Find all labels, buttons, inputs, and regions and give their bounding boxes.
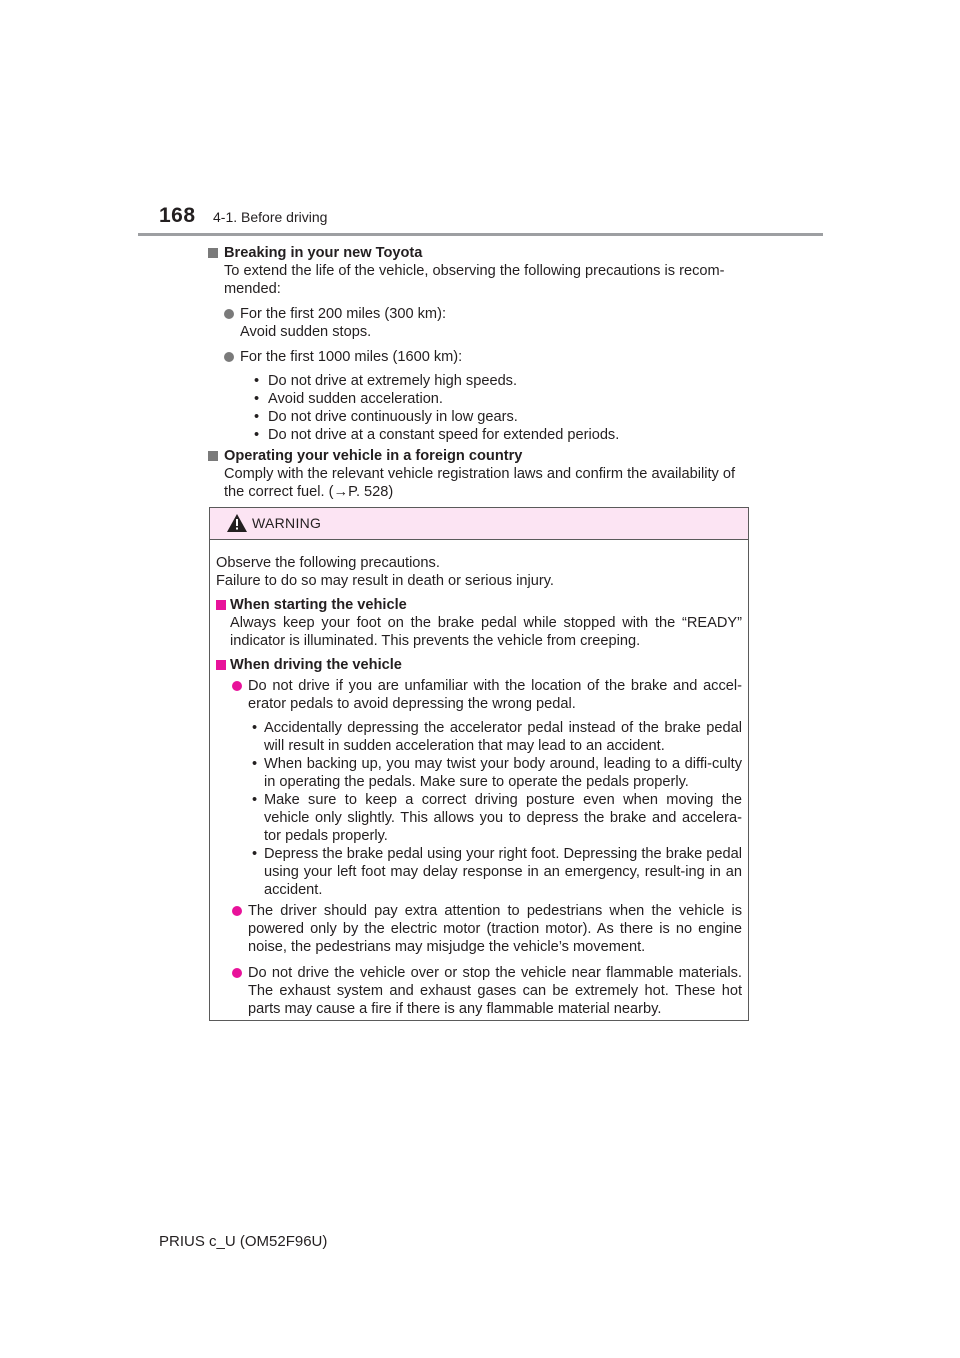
round-bullet-icon — [232, 968, 242, 978]
list-item: • Do not drive at extremely high speeds. — [254, 372, 748, 390]
round-bullet-icon — [232, 681, 242, 691]
round-bullet-icon — [232, 906, 242, 916]
list-item: • Depress the brake pedal using your right foot. Depressing the brake pedal using your left foot may delay response in an emergency, result-ing in an accident. — [252, 845, 742, 899]
driving-item — [216, 964, 742, 1018]
list-item: • Do not drive at a constant speed for extended periods. — [254, 426, 748, 444]
warning-header — [210, 508, 748, 540]
breaking-in-heading — [208, 244, 748, 262]
item-title: For the first 1000 miles (1600 km): — [240, 349, 463, 365]
warning-intro-line-2: Failure to do so may result in death or serious injury. — [216, 573, 554, 589]
header-divider — [138, 233, 823, 236]
warning-box — [209, 507, 749, 1021]
item-title: For the first 200 miles (300 km): — [240, 306, 446, 322]
starting-vehicle-heading — [216, 596, 742, 614]
list-item: • Make sure to keep a correct driving posture even when moving the vehicle only slightly. This allows you to depress the brake and accelera-tor pedals properly. — [252, 791, 742, 845]
driving-item-text: Do not drive if you are unfamiliar with the location of the brake and accel-erator pedals to avoid depressing the wrong pedal. — [248, 678, 742, 712]
driving-item — [216, 902, 742, 956]
warning-triangle-icon — [227, 514, 247, 532]
driving-bullets — [216, 719, 742, 899]
breaking-in-heading-text: Breaking in your new Toyota — [224, 245, 423, 261]
foreign-country-heading-text: Operating your vehicle in a foreign country — [224, 448, 523, 464]
starting-vehicle-heading-text: When starting the vehicle — [230, 597, 407, 613]
driving-vehicle-heading-text: When driving the vehicle — [230, 657, 402, 673]
driving-item-text: Do not drive the vehicle over or stop the vehicle near flammable materials. The exhaust system and exhaust gases can be extremely hot. These hot parts may cause a fire if there is any flammable material nearby. — [248, 965, 742, 1017]
square-bullet-icon — [208, 248, 218, 258]
driving-item — [216, 677, 742, 713]
driving-item-text: The driver should pay extra attention to pedestrians when the vehicle is powered only by the electric motor (traction motor). As there is no engine noise, the pedestrians may misjudge the vehicle’s movement. — [248, 903, 742, 955]
list-item: • Accidentally depressing the accelerator pedal instead of the brake pedal will result in sudden acceleration that may lead to an accident. — [252, 719, 742, 755]
breaking-in-item-1000 — [208, 348, 748, 366]
page-number: 168 — [159, 204, 196, 227]
footer-model: PRIUS c_U (OM52F96U) — [159, 1233, 328, 1250]
driving-vehicle-heading — [216, 656, 742, 674]
main-content — [208, 244, 748, 501]
square-bullet-icon — [208, 451, 218, 461]
square-bullet-icon — [216, 600, 226, 610]
warning-title: WARNING — [252, 515, 322, 531]
breaking-in-intro: To extend the life of the vehicle, observing the following precautions is recom-mended: — [224, 263, 725, 297]
starting-vehicle-text: Always keep your foot on the brake pedal while stopped with the “READY” indicator is illuminated. This prevents the vehicle from creeping. — [230, 615, 742, 649]
list-item: • When backing up, you may twist your body around, leading to a diffi-culty in operating the pedals. Make sure to operate the pedals properly. — [252, 755, 742, 791]
breaking-in-item-200 — [208, 305, 748, 341]
foreign-country-heading — [208, 447, 748, 465]
warning-body — [210, 540, 748, 1018]
list-item: • Do not drive continuously in low gears. — [254, 408, 748, 426]
breaking-in-bullets — [208, 372, 748, 444]
round-bullet-icon — [224, 309, 234, 319]
warning-intro-line-1: Observe the following precautions. — [216, 555, 440, 571]
section-title: 4-1. Before driving — [213, 209, 328, 225]
square-bullet-icon — [216, 660, 226, 670]
foreign-country-text: Comply with the relevant vehicle registration laws and confirm the availability of the correct fuel. (→P. 528) — [224, 466, 736, 500]
item-text: Avoid sudden stops. — [240, 324, 372, 340]
list-item: • Avoid sudden acceleration. — [254, 390, 748, 408]
round-bullet-icon — [224, 352, 234, 362]
